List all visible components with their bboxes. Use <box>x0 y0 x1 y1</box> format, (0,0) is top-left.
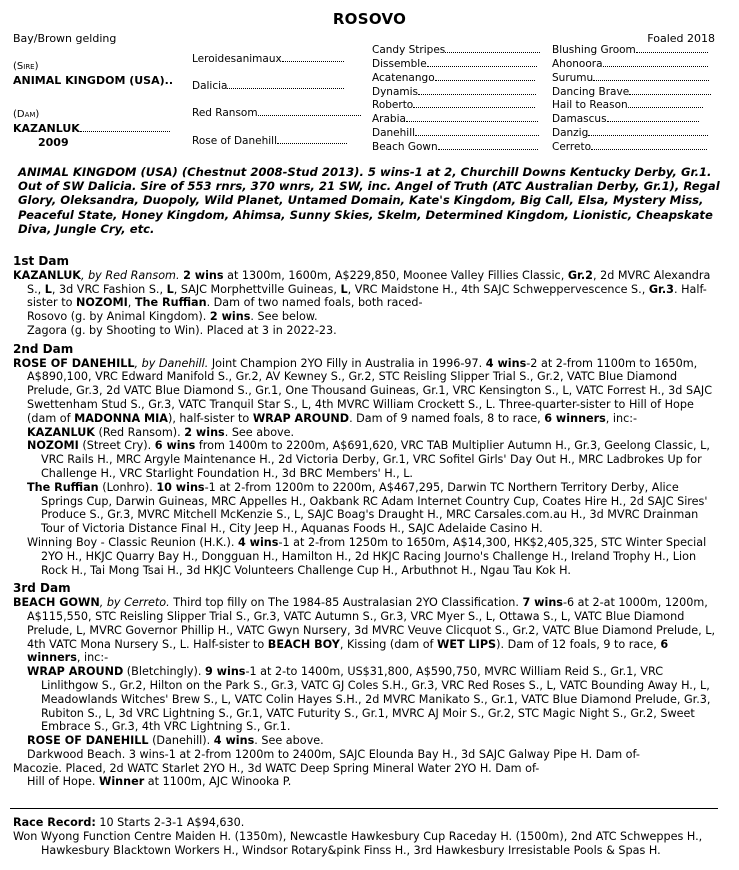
pedigree-gen2-0: Leroidesanimaux <box>192 53 344 67</box>
pedigree-gen2-3: Rose of Danehill <box>192 135 347 149</box>
progeny-entry: KAZANLUK (Red Ransom). 2 wins. See above. <box>27 425 295 439</box>
pedigree-gen3-3: Dynamis <box>372 86 536 100</box>
progeny-entry: WRAP AROUND (Bletchingly). 9 wins-1 at 2-to 1400m, US$31,800, A$590,750, MVRC William Reid S., Gr.1, VRC Linlithgow S., Gr.2, Hilton on the Park S., Gr.3, VATC GJ Coles S.H., Gr.3, VRC Red Roses S., L, VATC Bounding Away H., L, Meadowlands Witches' Brew S., L, VATC Colin Hayes S.H., 2d MVRC Manikato S., Gr.1, VATC Blue Diamond Prelude, Gr.3, Rubiton S., L, 3d VRC Lightning S., Gr.1, VATC Futurity S., Gr.1, MVRC AJ Moir S., Gr.2, STC Magic Night S., Gr.2, Sweet Embrace S., Gr.3, 4th VRC Lightning S., Gr.1. <box>27 665 711 734</box>
descendant-entry: Hill of Hope. Winner at 1100m, AJC Winooka P. <box>27 775 292 789</box>
first-dam-foal: Rosovo (g. by Animal Kingdom). 2 wins. See below. <box>27 310 318 324</box>
foaled-year: Foaled 2018 <box>647 32 715 45</box>
sire-summary: ANIMAL KINGDOM (USA) (Chestnut 2008-Stud 2013). 5 wins-1 at 2, Churchill Downs Kentucky Derby, Gr.1. Out of SW Dalicia. Sire of 553 rnrs, 370 wnrs, 21 SW, inc. Angel of Truth (ATC Australian Derby, Gr.1), Regal Glory, Oleksandra, Duopoly, Wild Planet, Untamed Domain, Kate's Kingdom, Big Call, Elsa, Mystery Miss, Peaceful State, Honey Kingdom, Ahimsa, Sunny Skies, Skelm, Determined Kingdom, Lionistic, Cheapskate Diva, Jungle Cry, etc. <box>18 165 720 236</box>
pedigree-gen4-4: Hail to Reason <box>552 99 703 113</box>
third-dam-entry: BEACH GOWN, by Cerreto. Third top filly on The 1984-85 Australasian 2YO Classification. 7 wins-6 at 2-at 1000m, 1200m, A$115,550, STC Reisling Slipper Trial S., Gr.3, VATC Autumn S., Gr.3, VRC Myer S., L, Ottawa S., L, VATC Blue Diamond Prelude, L, MVRC Governor Phillip H., VATC Gwyn Nursery, 3d MVRC Veuve Clicquot S., Gr.2, VATC Blue Diamond Prelude, L, 4th VATC Mona Nursery S., L. Half-sister to BEACH BOY, Kissing (dam of WET LIPS). Dam of 12 foals, 9 to race, 6 winners, inc:- <box>13 596 716 665</box>
first-dam-heading: 1st Dam <box>13 254 69 268</box>
pedigree-gen4-0: Blushing Groom <box>552 44 708 58</box>
race-record-wins: Won Wyong Function Centre Maiden H. (1350m), Newcastle Hawkesbury Cup Raceday H. (1500m), 2nd ATC Schweppes H., Hawkesbury Blacktown Workers H., Windsor Rotary&pink Finss H., 3rd Hawkesbury Irresistable Pools & Spas H. <box>13 830 703 857</box>
sire-tag: (Sire) <box>13 61 39 72</box>
second-dam-entry: ROSE OF DANEHILL, by Danehill. Joint Champion 2YO Filly in Australia in 1996-97. 4 wins-2 at 2-from 1100m to 1650m, A$890,100, VRC Edward Manifold S., Gr.2, AV Kewney S., Gr.2, STC Reisling Slipper Trial S., Gr.2, VATC Blue Diamond Prelude, Gr.3, 2d VATC Blue Diamond S., Gr.1, One Thousand Guineas, Gr.1, VRC Kensington S., L, VATC Forrest H., 3d SAJC Swettenham Stud S., Gr.3, VATC Tranquil Star S., L, 4th MVRC William Crockett S., L. Three-quarter-sister to Hill of Hope (dam of MADONNA MIA), half-sister to WRAP AROUND. Dam of 9 named foals, 8 to race, 6 winners, inc:- <box>13 356 713 425</box>
pedigree-gen3-6: Danehill <box>372 127 539 141</box>
pedigree-gen2-1: Dalicia <box>192 80 344 94</box>
second-dam-heading: 2nd Dam <box>13 341 74 356</box>
dam-year: 2009 <box>38 136 69 149</box>
progeny-entry: NOZOMI (Street Cry). 6 wins from 1400m to 2200m, A$691,620, VRC TAB Multiplier Autumn H., Gr.3, Geelong Classic, L, VRC Rails H., MRC Argyle Maintenance H., 2d Victoria Derby, Gr.1, VRC Sofitel Girls' Day Out H., MRC Ladbrokes Up for Challenge H., VRC Starlight Foundation H., 3d BRC Members' H., L. <box>27 439 710 480</box>
horse-name: ROSOVO <box>332 10 407 28</box>
pedigree-gen3-0: Candy Stripes <box>372 44 540 58</box>
race-record <box>13 816 721 858</box>
pedigree-gen3-5: Arabia <box>372 113 538 127</box>
pedigree-gen3-7: Beach Gown <box>372 141 538 155</box>
pedigree-gen4-7: Cerreto <box>552 141 707 155</box>
progeny-entry: The Ruffian (Lonhro). 10 wins-1 at 2-from 1200m to 2200m, A$467,295, Darwin TC Northern Territory Derby, Alice Springs Cup, Darwin Guineas, MRC Appelles H., Oakbank RC Adam Internet Country Cup, Coates Hire H., 2d SAJC Sires' Produce S., Gr.3, MVRC Mitchell McKenzie S., L, SAJC Boag's Draught H., MRC Carsales.com.au H., 3d MVRC Drainman Tour of Victoria Distance Final H., City Jeep H., Aquanas Foods H., SAJC Adelaide Casino H. <box>27 480 708 536</box>
descendant-entry: Darkwood Beach. 3 wins-1 at 2-from 1200m to 2400m, SAJC Elounda Bay H., 3d SAJC Galway Pipe H. Dam of- <box>27 747 640 761</box>
first-dam-foal: Zagora (g. by Shooting to Win). Placed at 3 in 2022-23. <box>27 323 337 337</box>
pedigree-gen4-1: Ahonoora <box>552 58 708 72</box>
dam-tag: (Dam) <box>13 109 40 120</box>
progeny-entry: ROSE OF DANEHILL (Danehill). 4 wins. See above. <box>27 734 324 748</box>
family-section <box>13 255 721 789</box>
race-record-label: Race Record: <box>13 816 96 829</box>
divider <box>10 808 718 809</box>
pedigree-gen4-5: Damascus <box>552 113 699 127</box>
pedigree-gen3-4: Roberto <box>372 99 535 113</box>
race-record-value: 10 Starts 2-3-1 A$94,630. <box>95 816 245 829</box>
pedigree-gen2-2: Red Ransom <box>192 107 361 121</box>
progeny-entry: Winning Boy - Classic Reunion (H.K.). 4 wins-1 at 2-from 1250m to 1650m, A$14,300, HK$2,405,325, STC Winter Special 2YO H., HKJC Quarry Bay H., Dongguan H., Hamilton H., 2d HKJC Racing Journo's Challenge H., Ireland Trophy H., Lion Rock H., Tai Mong Tsai H., 3d HKJC Volunteers Challenge Cup H., Arbuthnot H., Ngau Tau Kok H. <box>27 535 707 577</box>
first-dam-entry: KAZANLUK, by Red Ransom. 2 wins at 1300m, 1600m, A$229,850, Moonee Valley Fillies Classic, Gr.2, 2d MVRC Alexandra S., L, 3d VRC Fashion S., L, SAJC Morphettville Guineas, L, VRC Maidstone H., 4th SAJC Schweppervescence S., Gr.3. Half-sister to NOZOMI, The Ruffian. Dam of two named foals, both raced- <box>13 268 711 310</box>
horse-type: Bay/Brown gelding <box>13 32 117 45</box>
pedigree-gen4-6: Danzig <box>552 127 708 141</box>
third-dam-heading: 3rd Dam <box>13 581 71 596</box>
pedigree-gen3-1: Dissemble <box>372 58 537 72</box>
descendant-entry: Macozie. Placed, 2d WATC Starlet 2YO H., 3d WATC Deep Spring Mineral Water 2YO H. Dam of- <box>13 761 540 775</box>
pedigree-gen3-2: Acatenango <box>372 72 535 86</box>
dam-name: KAZANLUK <box>13 122 170 135</box>
pedigree-gen4-3: Dancing Brave <box>552 86 711 100</box>
pedigree-gen4-2: Surumu <box>552 72 709 86</box>
sire-name: ANIMAL KINGDOM (USA).. <box>13 74 173 87</box>
